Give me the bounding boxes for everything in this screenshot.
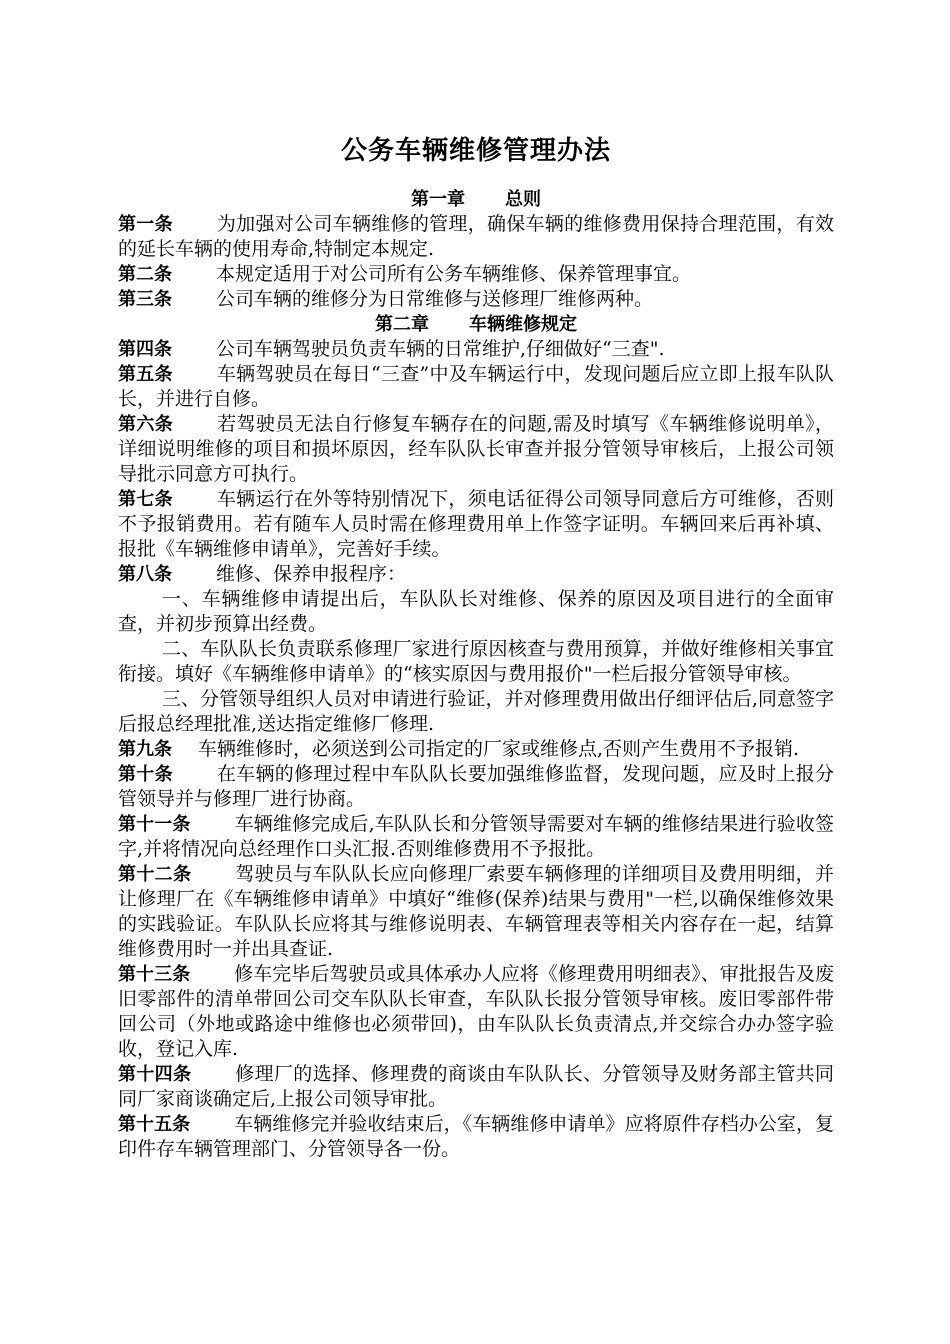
article [118, 412, 834, 487]
article [118, 962, 834, 1062]
article-text: 公司车辆的维修分为日常维修与送修理厂维修两种。 [216, 288, 654, 310]
article [118, 562, 834, 587]
article-text: 车辆运行在外等特别情况下，须电话征得公司领导同意后方可维修，否则不予报销费用。若有随车人员时需在修理费用单上作签字证明。车辆回来后再补填、报批《车辆维修申请单》，完善好手续。 [118, 488, 834, 560]
article-text: 公司车辆驾驶员负责车辆的日常维护,仔细做好“三查". [216, 338, 665, 360]
procedure-step: 二、车队队长负责联系修理厂家进行原因核查与费用预算，并做好维修相关事宜衔接。填好《车辆维修申请单》的“核实原因与费用报价"一栏后报分管领导审核。 [118, 638, 834, 685]
chapter-name: 总则 [505, 189, 541, 210]
article-text: 驾驶员与车队队长应向修理厂索要车辆修理的详细项目及费用明细，并让修理厂在《车辆维修申请单》中填好“维修(保养)结果与费用"一栏,以确保维修效果的实践验证。车队队长应将其与维修说明表、车辆管理表等相关内容存在一起，结算维修费用时一并出具查证. [118, 863, 834, 960]
article-text: 车辆维修完成后,车队队长和分管领导需要对车辆的维修结果进行验收签字,并将情况向总经理作口头汇报.否则维修费用不予报批。 [118, 813, 835, 860]
chapter-number: 第一章 [411, 189, 465, 210]
article [118, 487, 834, 562]
article-label: 第十一条 [118, 814, 191, 835]
article-text: 车辆维修完并验收结束后，《车辆维修申请单》应将原件存档办公室，复印件存车辆管理部门、分管领导各一份。 [118, 1113, 834, 1160]
article-label: 第九条 [118, 739, 172, 760]
procedure-step: 一、车辆维修申请提出后，车队队长对维修、保养的原因及项目进行的全面审查，并初步预算出经费。 [118, 588, 834, 635]
chapter-number: 第二章 [375, 314, 429, 335]
article [118, 337, 834, 362]
article [118, 1112, 834, 1162]
article-text: 修理厂的选择、修理费的商谈由车队队长、分管领导及财务部主管共同同厂家商谈确定后,上报公司领导审批。 [118, 1063, 834, 1110]
article-text: 修车完毕后驾驶员或具体承办人应将《修理费用明细表》、审批报告及废旧零部件的清单带回公司交车队队长审查，车队队长报分管领导审核。废旧零部件带回公司（外地或路途中维修也必须带回)，由车队队长负责清点,并交综合办办签字验收，登记入库. [118, 963, 834, 1060]
procedure-step: 三、分管领导组织人员对申请进行验证，并对修理费用做出仔细评估后,同意签字后报总经理批准,送达指定维修厂修理. [118, 688, 834, 735]
article-label: 第十四条 [118, 1064, 192, 1085]
article-label: 第二条 [118, 264, 172, 285]
article-label: 第八条 [118, 564, 172, 585]
article-text: 在车辆的修理过程中车队队长要加强维修监督，发现问题，应及时上报分管领导并与修理厂进行协商。 [118, 763, 834, 810]
article-label: 第一条 [118, 214, 173, 235]
article-label: 第十五条 [118, 1114, 191, 1135]
article [118, 862, 834, 962]
article [118, 212, 834, 262]
article [118, 762, 834, 812]
article-label: 第十三条 [118, 964, 191, 985]
article-label: 第十条 [118, 764, 173, 785]
article-label: 第四条 [118, 339, 172, 360]
article-label: 第五条 [118, 364, 173, 385]
document-page [118, 133, 834, 1162]
article [118, 262, 834, 287]
article [118, 287, 834, 312]
article [118, 362, 834, 412]
article-text: 车辆驾驶员在每日“三查”中及车辆运行中，发现问题后应立即上报车队队长，并进行自修。 [118, 363, 834, 410]
article-label: 第三条 [118, 289, 172, 310]
chapter-heading [118, 187, 834, 212]
article-text: 为加强对公司车辆维修的管理，确保车辆的维修费用保持合理范围，有效的延长车辆的使用寿命,特制定本规定. [118, 213, 834, 260]
article-label: 第六条 [118, 414, 174, 435]
article [118, 737, 834, 762]
article-label: 第十二条 [118, 864, 192, 885]
article-text: 车辆维修时，必须送到公司指定的厂家或维修点,否则产生费用不予报销. [198, 738, 800, 760]
article-text: 维修、保养申报程序： [216, 563, 407, 585]
chapter-heading [118, 312, 834, 337]
article-text: 若驾驶员无法自行修复车辆存在的问题,需及时填写《车辆维修说明单》，详细说明维修的项目和损坏原因，经车队队长审查并报分管领导审核后，上报公司领导批示同意方可执行。 [118, 413, 834, 485]
document-title: 公务车辆维修管理办法 [340, 136, 611, 166]
article [118, 1062, 834, 1112]
article [118, 812, 834, 862]
article-label: 第七条 [118, 489, 173, 510]
chapter-name: 车辆维修规定 [469, 314, 577, 335]
article-text: 本规定适用于对公司所有公务车辆维修、保养管理事宜。 [216, 263, 692, 285]
